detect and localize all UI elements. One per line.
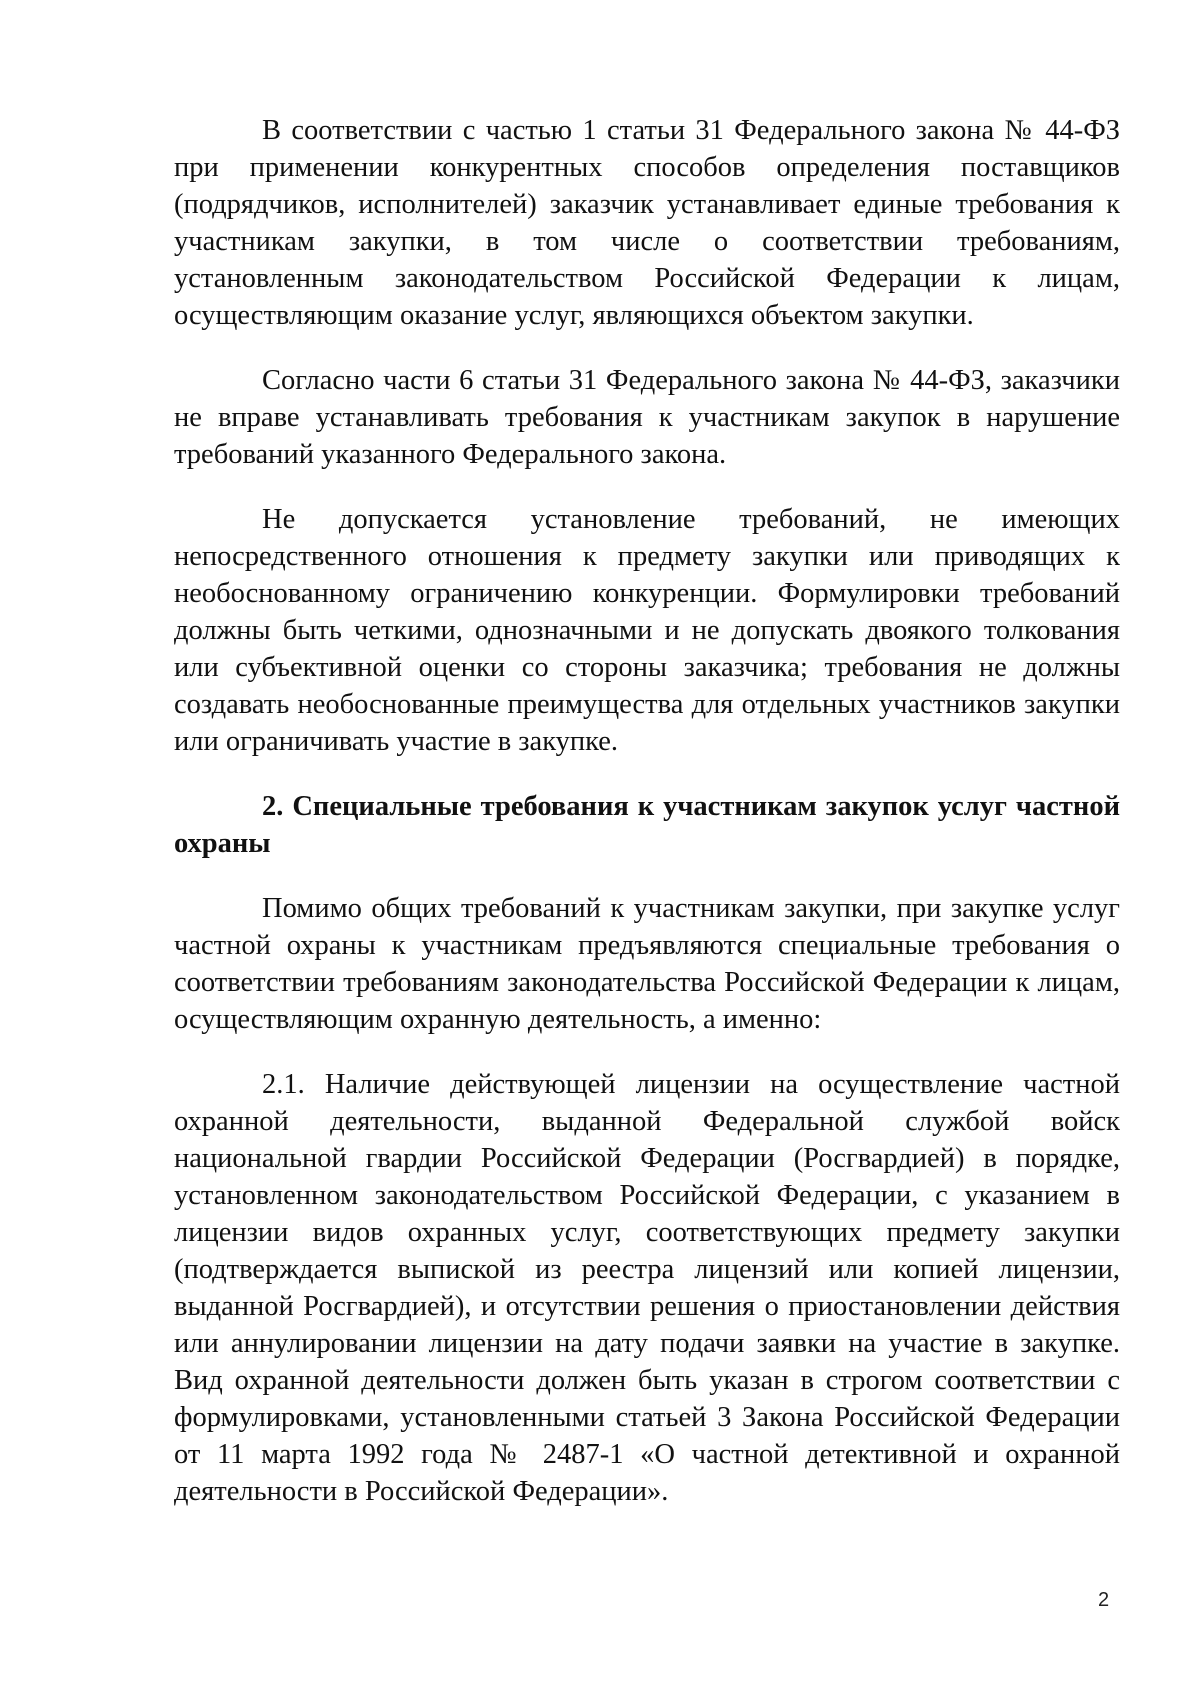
paragraph-competition-limits: Не допускается установление требований, не имеющих непосредственного отношения к предмету закупки или приводящих к необоснованному ограничению конкуренции. Формулировки требований должны быть четкими, однозначными и не допускать двоякого толкования или субъективной оценки со стороны заказчика; требования не должны создавать необоснованные преимущества для отдельных участников закупки или ограничивать участие в закупке. xyxy=(174,504,1120,757)
paragraph-license-requirement: 2.1. Наличие действующей лицензии на осуществление частной охранной деятельности, выданной Федеральной службой войск национальной гвардии Российской Федерации (Росгвардией) в порядке, установленном законодательством Российской Федерации, с указанием в лицензии видов охранных услуг, соответствующих предмету закупки (подтверждается выпиской из реестра лицензий или копией лицензии, выданной Росгвардией), и отсутствии решения о приостановлении действия или аннулировании лицензии на дату подачи заявки на участие в закупке. Вид охранной деятельности должен быть указан в строгом соответствии с формулировками, установленными статьей 3 Закона Российской Федерации от 11 марта 1992 года № 2487-1 «О частной детективной и охранной деятельности в Российской Федерации». xyxy=(174,1069,1120,1507)
paragraph-customer-restrictions: Согласно части 6 статьи 31 Федерального закона № 44-ФЗ, заказчики не вправе устанавливать требования к участникам закупок в нарушение требований указанного Федерального закона. xyxy=(174,365,1120,470)
section-heading: 2. Специальные требования к участникам закупок услуг частной охраны xyxy=(174,791,1120,859)
document-body xyxy=(174,112,1120,1538)
paragraph-uniform-requirements: В соответствии с частью 1 статьи 31 Федерального закона № 44-ФЗ при применении конкурентных способов определения поставщиков (подрядчиков, исполнителей) заказчик устанавливает единые требования к участникам закупки, в том числе о соответствии требованиям, установленным законодательством Российской Федерации к лицам, осуществляющим оказание услуг, являющихся объектом закупки. xyxy=(174,115,1120,331)
paragraph-special-requirements: Помимо общих требований к участникам закупки, при закупке услуг частной охраны к участникам предъявляются специальные требования о соответствии требованиям законодательства Российской Федерации к лицам, осуществляющим охранную деятельность, а именно: xyxy=(174,893,1120,1035)
page-number: 2 xyxy=(1098,1589,1110,1611)
